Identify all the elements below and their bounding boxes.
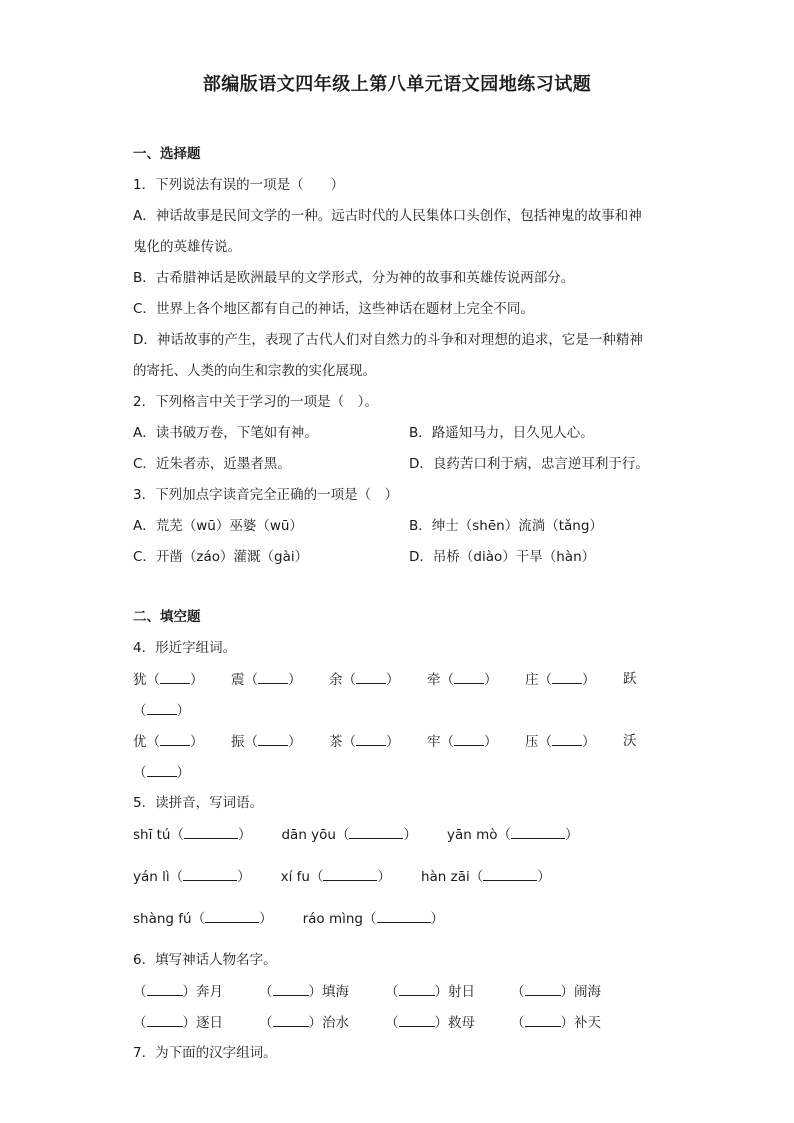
pinyin-item: dān yōu（ ） [281,824,417,866]
answer-blank[interactable] [147,700,177,715]
myth-item: （ ）填海 [259,981,385,1012]
q1-option-d-cont: 的寄托、人类的向生和宗教的实化展现。 [133,363,376,379]
q2-option-d: D．良药苦口利于病，忠言逆耳利于行。 [409,456,649,472]
q1-option-b: B．古希腊神话是欧洲最早的文学形式，分为神的故事和英雄传说两部分。 [133,270,575,286]
myth-item: （ ）闹海 [511,981,637,1012]
q4-item: 庄（ ） [525,669,623,700]
q1-stem: 1．下列说法有误的一项是（ ） [133,177,345,193]
pinyin-item: yān mò（ ） [447,824,579,866]
answer-blank[interactable] [483,866,537,881]
q4-item: 跃 [623,671,637,687]
answer-blank[interactable] [258,731,288,746]
page-title: 部编版语文四年级上第八单元语文园地练习试题 [202,74,592,95]
q4-row2-wrap: （ ） [133,762,663,793]
q2-option-a: A．读书破万卷，下笔如有神。 [133,425,318,441]
answer-blank[interactable] [160,669,190,684]
q4-item: 余（ ） [329,669,427,700]
pinyin-item: ráo mìng（ ） [303,908,444,950]
answer-blank[interactable] [399,1012,435,1027]
q5-line1 [133,824,663,866]
answer-blank[interactable] [160,731,190,746]
q4-item: 牢（ ） [427,731,525,762]
q2-option-b: B．路遥知马力，日久见人心。 [409,425,594,441]
q4-item: 牵（ ） [427,669,525,700]
q2-options-row2 [133,454,663,485]
q4-item: 优（ ） [133,731,231,762]
pinyin-item: xí fu（ ） [281,866,391,908]
myth-item: （ ）治水 [259,1012,385,1043]
answer-blank[interactable] [552,669,582,684]
myth-item: （ ）逐日 [133,1012,259,1043]
q3-options-row2 [133,547,663,578]
q3-option-a: A．荒芜（wū）巫婆（wū） [133,518,303,534]
q4-row1 [133,669,663,700]
answer-blank[interactable] [454,731,484,746]
answer-blank[interactable] [377,908,431,923]
q4-stem: 4．形近字组词。 [133,640,237,656]
answer-blank[interactable] [258,669,288,684]
q2-stem: 2．下列格言中关于学习的一项是（ ）。 [133,394,378,410]
answer-blank[interactable] [399,981,435,996]
answer-blank[interactable] [147,762,177,777]
answer-blank[interactable] [184,824,238,839]
answer-blank[interactable] [205,908,259,923]
myth-item: （ ）奔月 [133,981,259,1012]
answer-blank[interactable] [356,731,386,746]
q1-option-a: A．神话故事是民间文学的一种。远古时代的人民集体口头创作，包括神鬼的故事和神 [133,208,642,224]
q5-line2 [133,866,663,908]
q5-line3 [133,908,663,950]
q4-item: 茶（ ） [329,731,427,762]
answer-blank[interactable] [525,1012,561,1027]
worksheet-content [133,144,663,1074]
q2-option-c: C．近朱者赤，近墨者黑。 [133,456,291,472]
q4-row2 [133,731,663,762]
answer-blank[interactable] [147,1012,183,1027]
q3-option-c: C．开凿（záo）灌溉（gài） [133,549,309,565]
q1-option-c: C．世界上各个地区都有自己的神话，这些神话在题材上完全不同。 [133,301,534,317]
answer-blank[interactable] [525,981,561,996]
q6-row1 [133,981,663,1012]
section-gap [133,578,663,607]
q1-option-d: D．神话故事的产生，表现了古代人们对自然力的斗争和对理想的追求，它是一种精神 [133,332,643,348]
answer-blank[interactable] [454,669,484,684]
answer-blank[interactable] [273,1012,309,1027]
q4-item: 沃 [623,733,637,749]
q6-row2 [133,1012,663,1043]
pinyin-item: shàng fú（ ） [133,908,273,950]
q4-item: 震（ ） [231,669,329,700]
answer-blank[interactable] [183,866,237,881]
answer-blank[interactable] [511,824,565,839]
myth-item: （ ）救母 [385,1012,511,1043]
q5-stem: 5．读拼音，写词语。 [133,795,264,811]
q1-option-a-cont: 鬼化的英雄传说。 [133,239,241,255]
answer-blank[interactable] [323,866,377,881]
q4-item: 振（ ） [231,731,329,762]
pinyin-item: hàn zāi（ ） [421,866,551,908]
answer-blank[interactable] [356,669,386,684]
section-heading-choice: 一、选择题 [133,146,201,162]
q3-options-row1 [133,516,663,547]
q4-row1-wrap: （ ） [133,700,663,731]
section-heading-fill: 二、填空题 [133,609,201,625]
q4-item: 压（ ） [525,731,623,762]
q3-option-b: B．绅士（shēn）流淌（tǎng） [409,518,603,534]
q4-item: 犹（ ） [133,669,231,700]
answer-blank[interactable] [273,981,309,996]
answer-blank[interactable] [349,824,403,839]
answer-blank[interactable] [147,981,183,996]
q2-options-row1 [133,423,663,454]
q3-option-d: D．吊桥（diào）干旱（hàn） [409,549,596,565]
pinyin-item: yán lì（ ） [133,866,251,908]
q6-stem: 6．填写神话人物名字。 [133,952,277,968]
answer-blank[interactable] [552,731,582,746]
q3-stem: 3．下列加点字读音完全正确的一项是（ ） [133,487,399,503]
pinyin-item: shī tú（ ） [133,824,251,866]
q7-stem: 7．为下面的汉字组词。 [133,1045,277,1061]
myth-item: （ ）射日 [385,981,511,1012]
myth-item: （ ）补天 [511,1012,637,1043]
